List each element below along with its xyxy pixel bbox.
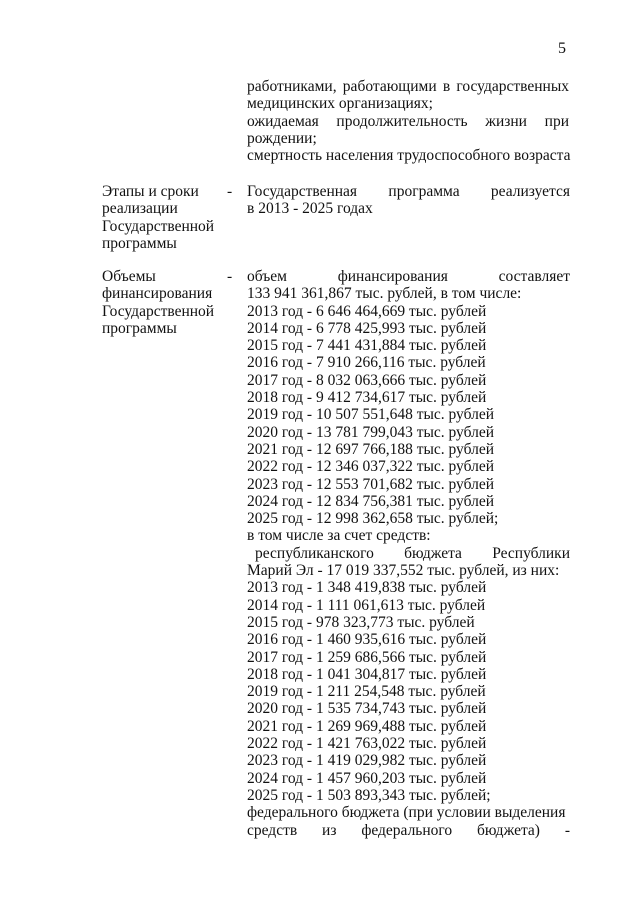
text-line: средств из федерального бюджета) - xyxy=(247,821,570,839)
text-line: 2020 год - 13 781 799,043 тыс. рублей xyxy=(247,423,495,441)
text-line: 2021 год - 12 697 766,188 тыс. рублей xyxy=(247,440,495,458)
label-line: Государственной xyxy=(102,302,215,320)
text-line: 2021 год - 1 269 969,488 тыс. рублей xyxy=(247,717,487,735)
text-line: Марий Эл - 17 019 337,552 тыс. рублей, из них: xyxy=(247,562,560,580)
label-line: реализации xyxy=(102,200,178,218)
text-line: медицинских организациях; xyxy=(247,95,433,113)
text-line: 2016 год - 7 910 266,116 тыс. рублей xyxy=(247,354,486,372)
label-line: Этапы и сроки xyxy=(102,183,199,200)
text-line: 2017 год - 8 032 063,666 тыс. рублей xyxy=(247,371,487,389)
text-line: республиканского бюджета Республики xyxy=(255,544,570,562)
text-line: 133 941 361,867 тыс. рублей, в том числе: xyxy=(247,285,522,303)
stages-label xyxy=(102,183,218,252)
text-line: 2018 год - 1 041 304,817 тыс. рублей xyxy=(247,665,487,683)
label-line: Государственной xyxy=(102,217,215,235)
funding-value xyxy=(247,268,570,839)
text-line: федерального бюджета (при условии выделения xyxy=(247,804,566,822)
text-line: 2023 год - 1 419 029,982 тыс. рублей xyxy=(247,752,487,770)
text-line: в том числе за счет средств: xyxy=(247,527,431,545)
intro-continuation xyxy=(247,78,569,164)
label-line: программы xyxy=(102,234,177,252)
stages-value xyxy=(247,183,570,218)
text-line: 2013 год - 1 348 419,838 тыс. рублей xyxy=(247,579,487,597)
text-line: 2015 год - 7 441 431,884 тыс. рублей xyxy=(247,337,487,355)
text-line: 2025 год - 1 503 893,343 тыс. рублей; xyxy=(247,786,491,804)
page-number: 5 xyxy=(558,40,566,57)
text-line: 2020 год - 1 535 734,743 тыс. рублей xyxy=(247,700,487,718)
text-line: 2014 год - 6 778 425,993 тыс. рублей xyxy=(247,319,487,337)
text-line: 2019 год - 1 211 254,548 тыс. рублей xyxy=(247,683,486,701)
stages-dash: - xyxy=(227,183,233,200)
label-line: Объемы xyxy=(102,268,156,285)
text-line: 2024 год - 12 834 756,381 тыс. рублей xyxy=(247,492,495,510)
text-line: 2015 год - 978 323,773 тыс. рублей xyxy=(247,613,475,631)
text-line: 2022 год - 12 346 037,322 тыс. рублей xyxy=(247,458,495,476)
text-line: 2013 год - 6 646 464,669 тыс. рублей xyxy=(247,302,487,320)
text-line: 2025 год - 12 998 362,658 тыс. рублей; xyxy=(247,510,499,528)
label-line: финансирования xyxy=(102,285,213,303)
label-line: программы xyxy=(102,319,177,337)
text-line: 2022 год - 1 421 763,022 тыс. рублей xyxy=(247,735,487,753)
text-line: 2017 год - 1 259 686,566 тыс. рублей xyxy=(247,648,487,666)
text-line: 2019 год - 10 507 551,648 тыс. рублей xyxy=(247,406,495,424)
text-line: в 2013 - 2025 годах xyxy=(247,200,373,218)
text-line: 2016 год - 1 460 935,616 тыс. рублей xyxy=(247,631,487,649)
text-line: 2023 год - 12 553 701,682 тыс. рублей xyxy=(247,475,495,493)
funding-dash: - xyxy=(227,268,233,285)
text-line: рождении; xyxy=(247,129,317,147)
text-line: ожидаемая продолжительность жизни при xyxy=(247,112,569,130)
text-line: 2024 год - 1 457 960,203 тыс. рублей xyxy=(247,769,487,787)
text-line: 2018 год - 9 412 734,617 тыс. рублей xyxy=(247,389,487,407)
text-line: Государственная программа реализуется xyxy=(247,183,570,200)
text-line: смертность населения трудоспособного возраста xyxy=(247,147,571,165)
text-line: объем финансирования составляет xyxy=(247,268,570,285)
text-line: работниками, работающими в государственных xyxy=(247,78,569,95)
funding-label xyxy=(102,268,218,337)
text-line: 2014 год - 1 111 061,613 тыс. рублей xyxy=(247,596,486,614)
